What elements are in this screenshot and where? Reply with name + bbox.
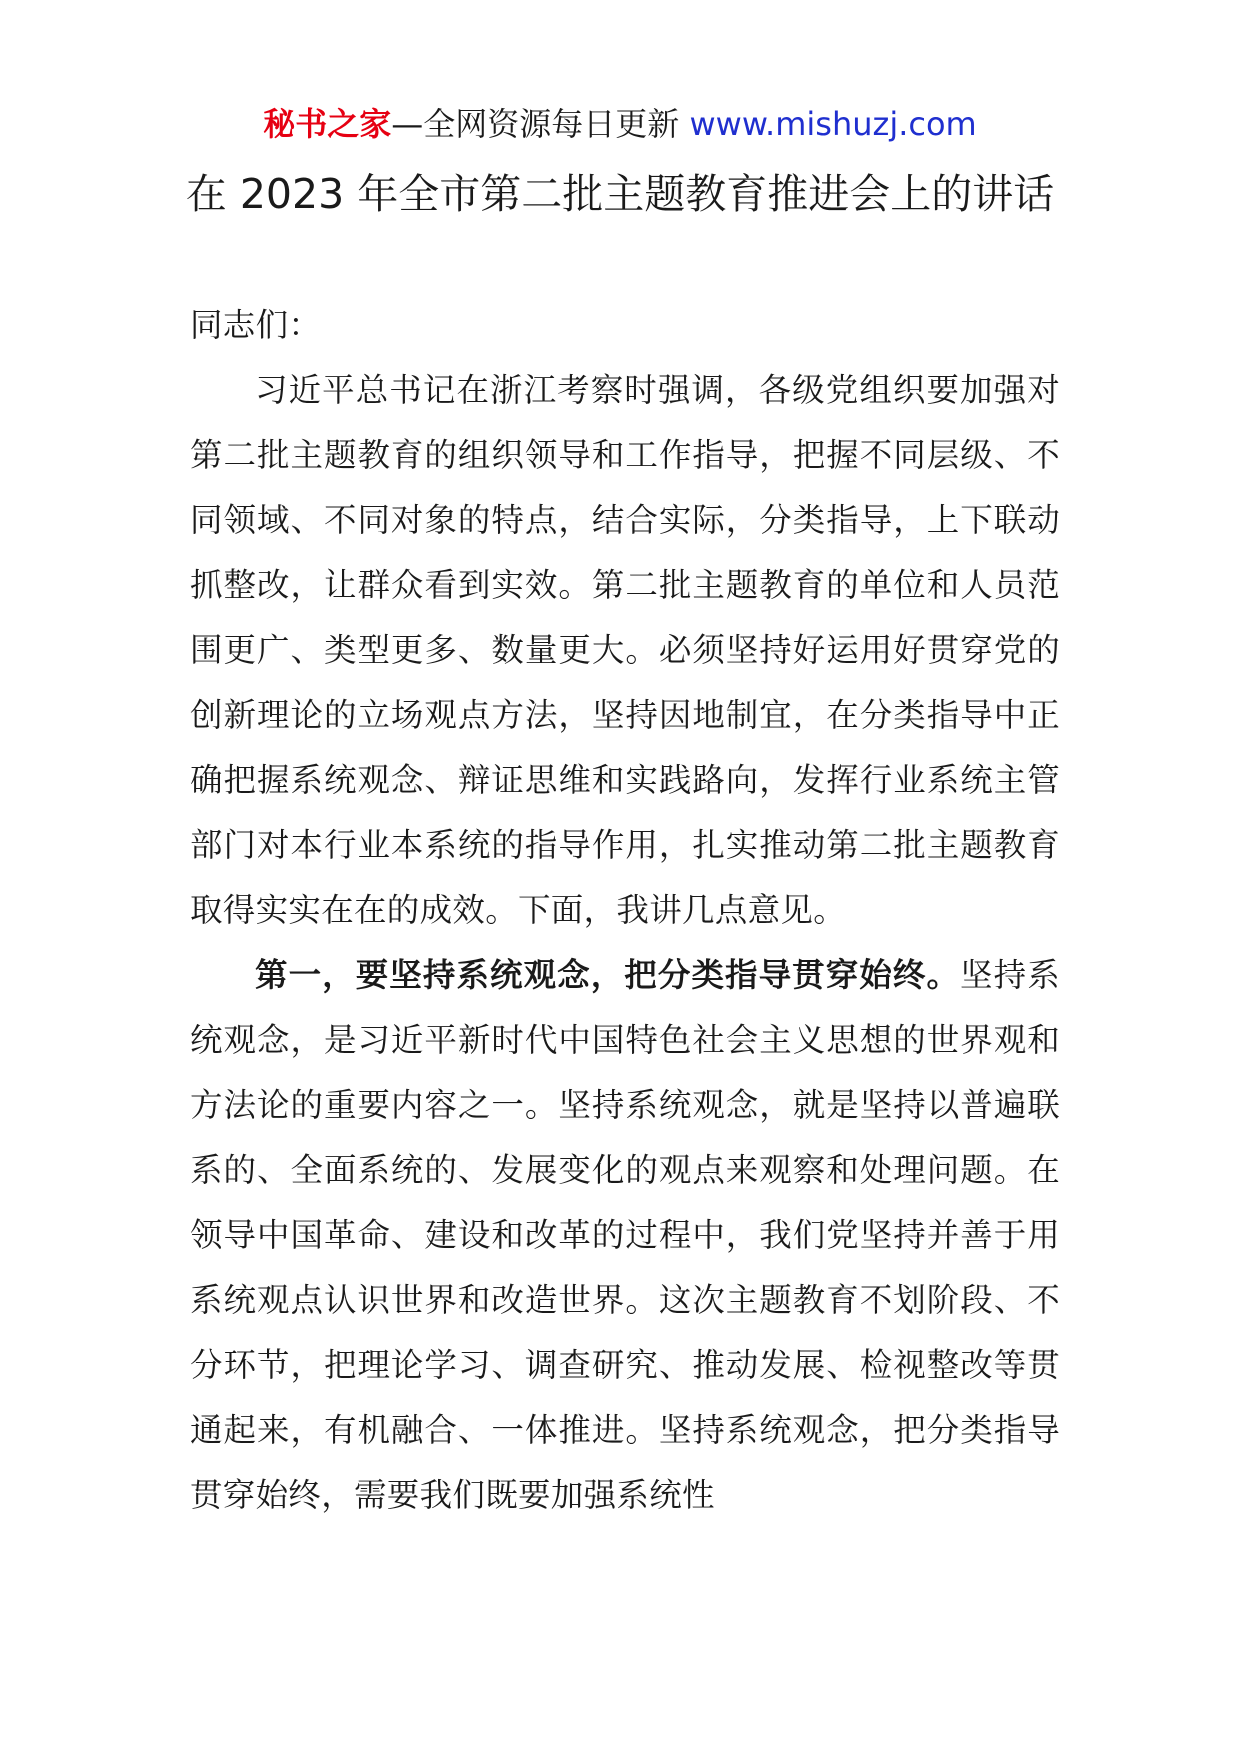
paragraph-2-lead: 第一，要坚持系统观念，把分类指导贯穿始终。: [255, 956, 961, 994]
site-header: [0, 100, 1240, 148]
paragraph-2: [190, 943, 1060, 1528]
site-url-link[interactable]: www.mishuzj.com: [689, 105, 977, 143]
paragraph-2-body: 坚持系统观念，是习近平新时代中国特色社会主义思想的世界观和方法论的重要内容之一。坚持系统观念，就是坚持以普遍联系的、全面系统的、发展变化的观点来观察和处理问题。在领导中国革命、建设和改革的过程中，我们党坚持并善于用系统观点认识世界和改造世界。这次主题教育不划阶段、不分环节，把理论学习、调查研究、推动发展、检视整改等贯通起来，有机融合、一体推进。坚持系统观念，把分类指导贯穿始终，需要我们既要加强系统性: [190, 956, 1060, 1514]
brand-name: 秘书之家: [263, 105, 392, 143]
document-body: [190, 293, 1060, 1528]
paragraph-1: 习近平总书记在浙江考察时强调，各级党组织要加强对第二批主题教育的组织领导和工作指导，把握不同层级、不同领域、不同对象的特点，结合实际，分类指导，上下联动抓整改，让群众看到实效。第二批主题教育的单位和人员范围更广、类型更多、数量更大。必须坚持好运用好贯穿党的创新理论的立场观点方法，坚持因地制宜，在分类指导中正确把握系统观念、辩证思维和实践路向，发挥行业系统主管部门对本行业本系统的指导作用，扎实推动第二批主题教育取得实实在在的成效。下面，我讲几点意见。: [190, 371, 1060, 929]
document-title: 在 2023 年全市第二批主题教育推进会上的讲话: [185, 170, 1055, 218]
greeting: 同志们：: [190, 306, 322, 344]
header-tagline: —全网资源每日更新: [391, 105, 690, 143]
